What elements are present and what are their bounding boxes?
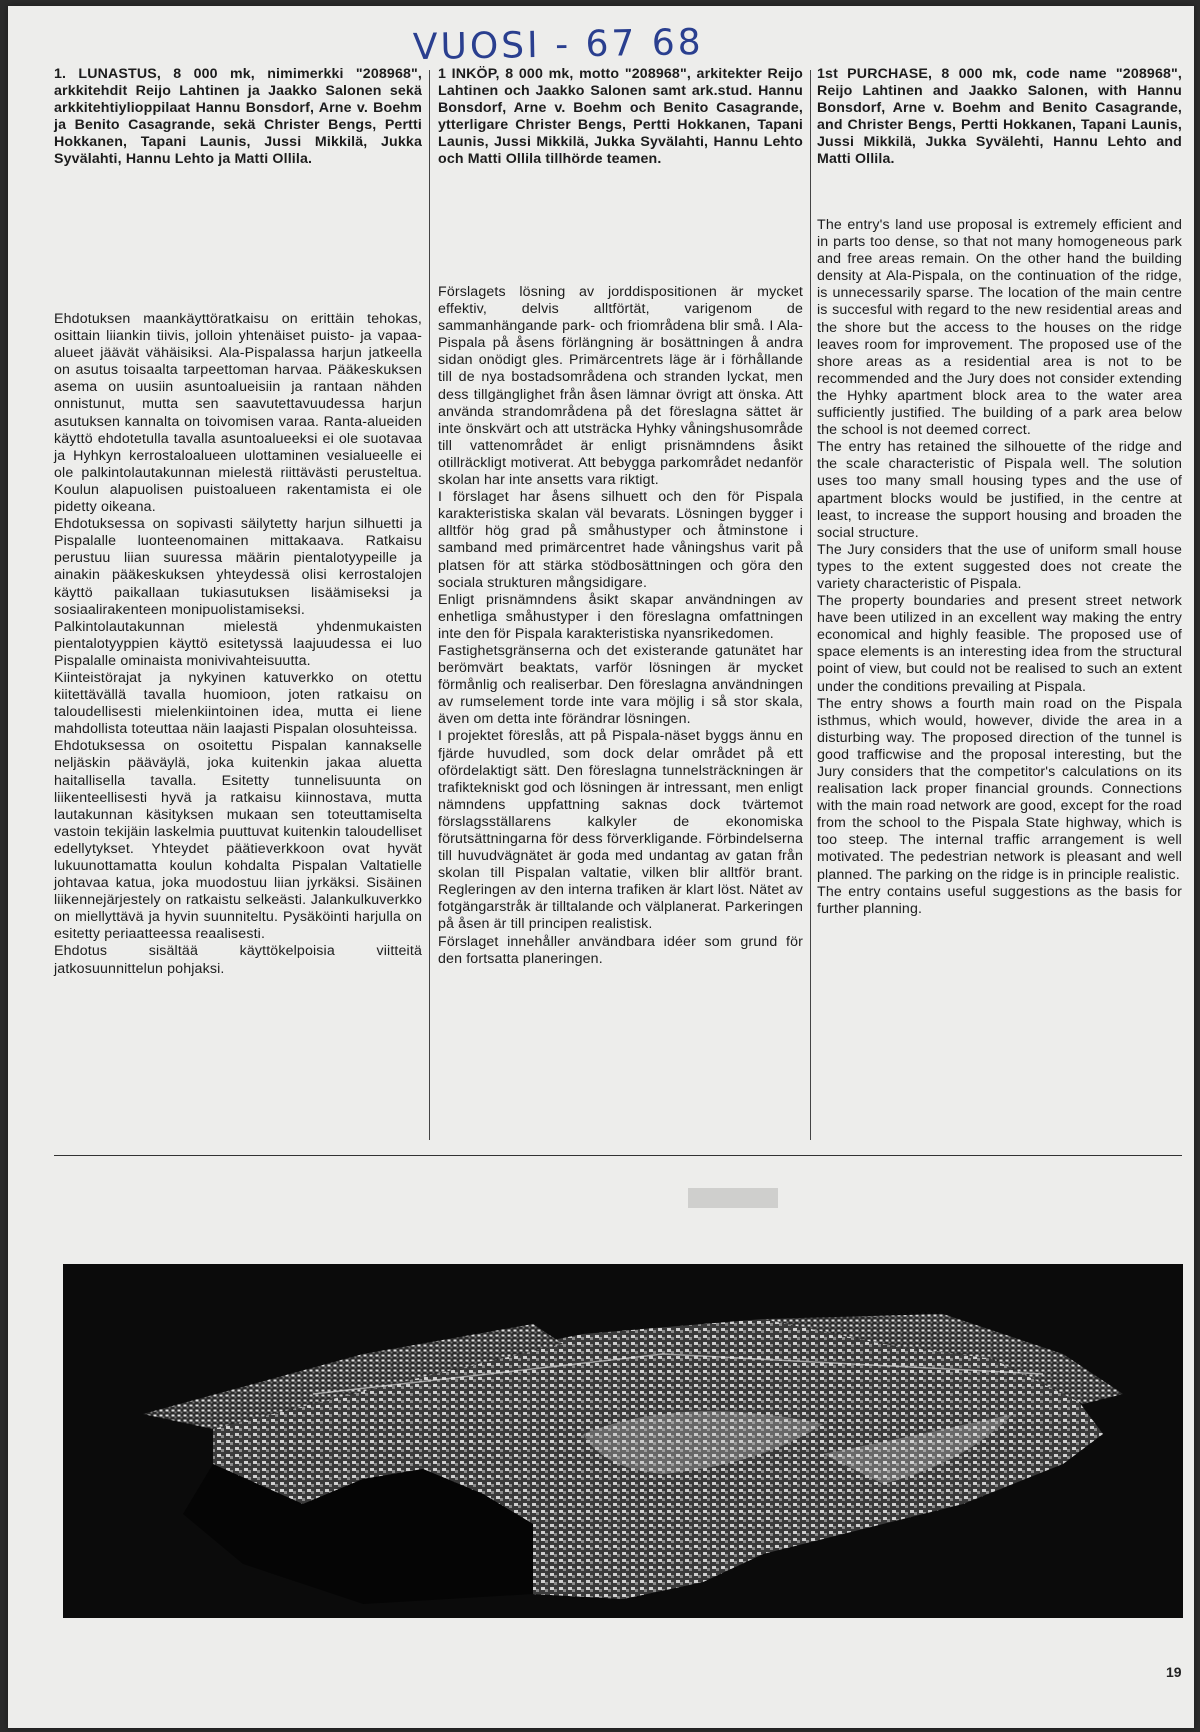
english-paragraph: The entry's land use proposal is extremely efficient and in parts too dense, so that not many homogeneous park and free areas remain. On the other hand the building density at Ala-Pispala, on the continuation of the ridge, is unnecessarily sparse. The location of the main centre is succesful with regard to the new residential areas and the shore but the access to the houses on the ridge leaves room for improvement. The proposed use of the shore areas as a residential area is not to be recommended and the Jury does not consider extending the Hyhky apartment block area to the water area sufficiently justified. The building of a park area below the school is not deemed correct. <box>817 217 1182 439</box>
finnish-paragraph: Ehdotuksen maankäyttöratkaisu on erittäin tehokas, osittain liiankin tiivis, jolloin yhtenäiset puisto- ja vapaa-alueet jäävät vähäisiksi. Ala-Pispalassa harjun jatkeella on asutus toisaalta tarpeettoman harvaa. Pääkeskuksen asema on uusiin asuntoalueisiin ja rantaan nähden onnistunut, mutta sen saavutettavuudessa harjun asutuksen kannalta on toivomisen varaa. Ranta-alueiden käyttö ehdotetulla tavalla asuntoalueeksi ei ole suotavaa ja Hyhkyn kerrostaloalueen ulottaminen vesialueelle ei ole palkintolautakunnan mielestä riittävästi perusteltua. Koulun alapuolisen puistoalueen rakentamista ei ole pidetty oikeana. <box>54 311 422 516</box>
english-paragraph: The entry contains useful suggestions as the basis for further planning. <box>817 883 1182 917</box>
faint-bleedthrough-mark <box>678 1180 798 1216</box>
section-divider <box>54 1155 1182 1156</box>
finnish-paragraph: Ehdotuksessa on osoitettu Pispalan kannakselle neljäskin pääväylä, joka kuitenkin jakaa aluetta haitallisella tavalla. Esitetty tunnelisuunta on liikenteellisesti hyvä ja ratkaisu kiinnostava, mutta lautakunnan käsityksen mukaan sen toteuttamiselta vastoin tekijäin laskelmia puuttuvat kuitenkin taloudelliset edellytykset. Yhteydet päätieverkkoon ovat hyvät lukuunottamatta koulun kohdalta Pispalan Valtatielle johtavaa katua, joka muodostuu liian jyrkäksi. Sisäinen liikennejärjestely on ratkaistu selkeästi. Jalankulkuverkko on miellyttävä ja hyvin suunniteltu. Pysäköinti harjulla on esitetty periaatteessa reaalisesti. <box>54 738 422 943</box>
swedish-column <box>438 284 803 968</box>
swedish-paragraph: I projektet föreslås, att på Pispala-näset byggs ännu en fjärde huvudled, som dock delar området på ett ofördelaktigt sätt. Den föreslagna tunnelsträckningen är trafiktekniskt god och lösningen är intressant, men enligt nämndens uppfattning saknas dock tvärtemot förslagsställarens kalkyler de ekonomiska förutsättningarna för dess förverkligande. Förbindelserna till huvudvägnätet är goda med undantag av gatan från skolan till Pispalan valtatie, vilken blir alltför brant. Regleringen av den interna trafiken är klart löst. Nätet av fotgängarstråk är tilltalande och välplanerat. Parkeringen på åsen är till principen realistisk. <box>438 728 804 933</box>
swedish-paragraph: Fastighetsgränserna och det existerande gatunätet har berömvärt beaktats, varför lösningen är mycket förmånlig och realiserbar. Den föreslagna användningen av rumselement torde inte vara möjlig i så stor skala, även om detta inte förändrar lösningen. <box>438 642 803 728</box>
swedish-paragraph: Förslaget innehåller användbara idéer som grund för den fortsatta planeringen. <box>438 933 803 967</box>
page-number: 19 <box>1166 1664 1182 1680</box>
finnish-heading: 1. LUNASTUS, 8 000 mk, nimimerkki "208968", arkkitehdit Reijo Lahtinen ja Jaakko Salonen sekä arkkitehtiylioppilaat Hannu Bonsdorf, Arne v. Boehm ja Benito Casagrande, sekä Christer Bengs, Pertti Hokkanen, Tapani Launis, Jussi Mikkilä, Jukka Syvälahti, Hannu Lehto ja Matti Ollila. <box>54 66 422 168</box>
finnish-paragraph: Kiinteistörajat ja nykyinen katuverkko on otettu kiitettävällä tavalla huomioon, joten ratkaisu on taloudellisesti mielenkiintoinen idea, mutta ei liene mahdollista toteuttaa näin laajasti Pispalan olosuhteissa. <box>54 669 422 738</box>
english-column-heading-block <box>817 66 1182 169</box>
english-paragraph: The Jury considers that the use of uniform small house types to the extent suggested does not create the variety characteristic of Pispala. <box>817 541 1182 592</box>
document-page <box>8 6 1194 1728</box>
column-divider <box>810 70 811 1140</box>
english-paragraph: The entry has retained the silhouette of the ridge and the scale characteristic of Pispala well. The solution uses too many small housing types and the use of apartment blocks would be justified, in the centre at least, to increase the support housing and broaden the social structure. <box>817 439 1182 541</box>
english-column <box>817 217 1182 918</box>
english-paragraph: The entry shows a fourth main road on the Pispala isthmus, which would, however, divide the area in a disturbing way. The proposed direction of the tunnel is good trafficwise and the proposal interesting, but the Jury considers that the competitor's calculations on its realisation lack proper financial grounds. Connections with the main road network are good, except for the road from the school to the Pispala State highway, which is too steep. The internal traffic arrangement is well motivated. The pedestrian network is pleasant and well planned. The parking on the ridge is in principle realistic. <box>817 695 1182 883</box>
finnish-column-heading-block <box>54 66 422 169</box>
english-paragraph: The property boundaries and present street network have been utilized in an excellent way making the entry economical and highly feasible. The proposed use of space elements is an interesting idea from the structural point of view, but could not be realised to such an extent under the conditions prevailing at Pispala. <box>817 593 1182 695</box>
handwritten-note: VUOSI - 67 68 <box>412 22 704 69</box>
finnish-paragraph: Ehdotuksessa on sopivasti säilytetty harjun silhuetti ja Pispalalle luonteenomainen mittakaava. Ratkaisu perustuu liian suuressa määrin pientalotyypeille ja ainakin pääkeskuksen yhteydessä olisi kerrostalojen käyttö paikallaan tukiasutuksen lisäämiseksi ja sosiaalirakenteen monipuolistamiseksi. <box>54 516 422 618</box>
model-photograph-image <box>63 1264 1183 1618</box>
swedish-column-heading-block <box>438 66 803 169</box>
swedish-paragraph: Enligt prisnämndens åsikt skapar användningen av enhetliga småhustyper i den föreslagna omfattningen inte den för Pispala karakteristiska nyansrikedomen. <box>438 591 803 642</box>
english-heading: 1st PURCHASE, 8 000 mk, code name "208968", Reijo Lahtinen and Jaakko Salonen, with Hannu Bonsdorf, Arne v. Boehm and Benito Casagrande, and Christer Bengs, Pertti Hokkanen, Tapani Launis, Jussi Mikkilä, Jukka Syvälehti, Hannu Lehto and Matti Ollila. <box>817 66 1182 168</box>
swedish-paragraph: I förslaget har åsens silhuett och den för Pispala karakteristiska skalan väl bevarats. Lösningen bygger i alltför hög grad på småhustyper och åtminstone i samband med primärcentret hade våningshus varit på platsen för att stärka stödbosättningen och göra den sociala strukturen mångsidigare. <box>438 489 803 591</box>
finnish-paragraph: Ehdotus sisältää käyttökelpoisia viitteitä jatkosuunnittelun pohjaksi. <box>54 943 422 977</box>
swedish-heading: 1 INKÖP, 8 000 mk, motto "208968", arkitekter Reijo Lahtinen och Jaakko Salonen samt ark.stud. Hannu Bonsdorf, Arne v. Boehm och Benito Casagrande, ytterligare Christer Bengs, Pertti Hokkanen, Tapani Launis, Jussi Mikkilä, Jukka Syvälahti, Hannu Lehto och Matti Ollila tillhörde teamen. <box>438 66 803 168</box>
swedish-paragraph: Förslagets lösning av jorddispositionen är mycket effektiv, delvis alltförtät, varigenom de sammanhängande park- och friområdena blir små. I Ala-Pispala på åsens förlängning är bosättningen å andra sidan onödigt gles. Primärcentrets läge är i förhållande till de nya bostadsområdena och stranden lyckat, men dess tillgänglighet från åsen lämnar övrigt att önska. Att använda strandområdena på det föreslagna sättet är inte önskvärt och att utsträcka Hyhky våningshusområde till vattenområdet är enligt prisnämndens åsikt otillräckligt motiverat. Att bebygga parkområdet nedanför skolan har inte ansetts vara riktigt. <box>438 284 803 489</box>
column-divider <box>429 70 430 1140</box>
model-photograph <box>63 1264 1183 1618</box>
finnish-paragraph: Palkintolautakunnan mielestä yhdenmukaisten pientalotyyppien käyttö esitetyssä laajuudessa ei luo Pispalalle ominaista monivivahteisuutta. <box>54 618 422 669</box>
finnish-column <box>54 311 422 978</box>
